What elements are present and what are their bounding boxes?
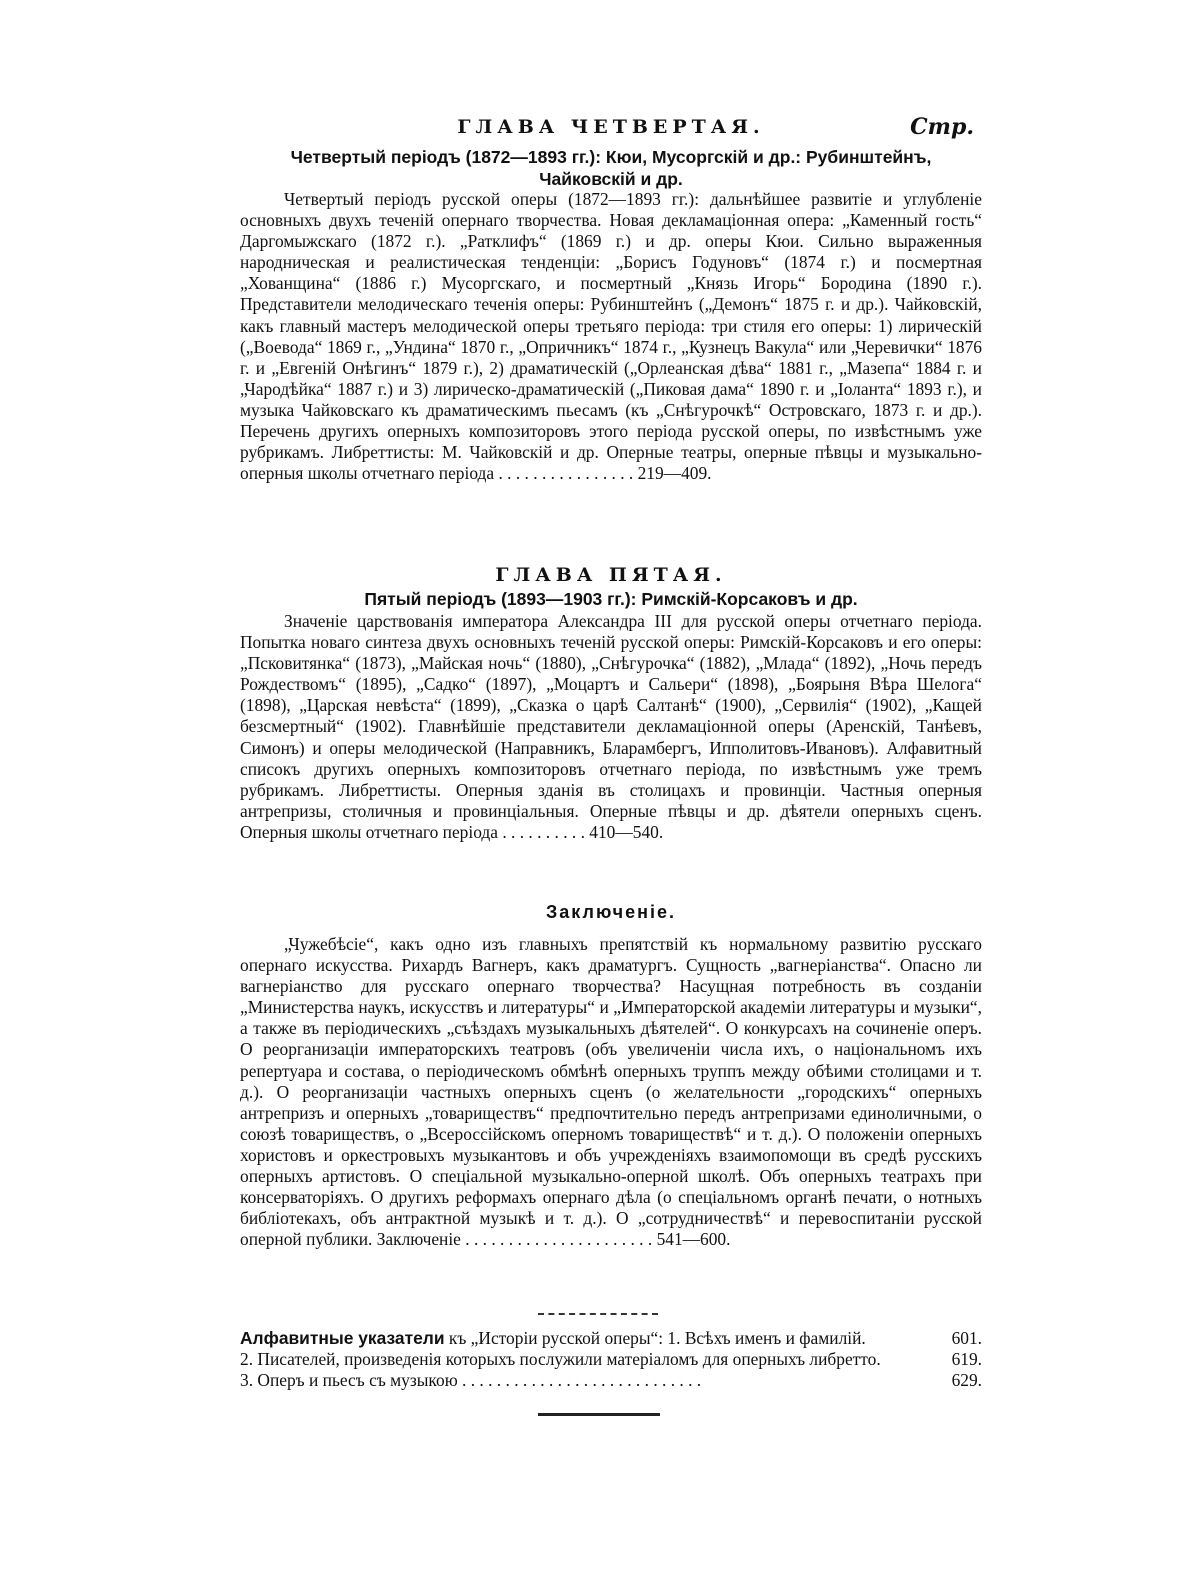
chapter4-body: Четвертый періодъ русской оперы (1872—1893 гг.): дальнѣйшее развитіе и углубленіе основныхъ двухъ теченій опернаго творчества. Новая декламаціонная опера: „Каменный гость“ Даргомыжскаго (1872 г.). „Ратклифъ“ (1869 г.) и др. оперы Кюи. Сильно выраженныя народническая и реалистическая тенденціи: „Борисъ Годуновъ“ (1874 г.) и посмертная „Хованщина“ (1886 г.) Мусоргскаго, и посмертный „Князь Игорь“ Бородина (1890 г.). Представители мелодическаго теченія оперы: Рубинштейнъ („Демонъ“ 1875 г. и др.). Чайковскій, какъ главный мастеръ мелодической оперы третьяго періода: три стиля его оперы: 1) лирическій („Воевода“ 1869 г., „Ундина“ 1870 г., „Опричникъ“ 1874 г., „Кузнецъ Вакула“ или „Черевички“ 1876 г. и „Евгеній Онѣгинъ“ 1879 г.), 2) драматическій („Орлеанская дѣва“ 1881 г., „Мазепа“ 1884 г. и „Чародѣйка“ 1887 г.) и 3) лирическо-драматическій („Пиковая дама“ 1890 г. и „Іоланта“ 1893 г.), и музыка Чайковскаго къ драматическимъ пьесамъ (къ „Снѣгурочкѣ“ Островскаго, 1873 г. и др.). Перечень другихъ оперныхъ композиторовъ этого періода русской оперы, по извѣстнымъ уже рубрикамъ. Либреттисты: М. Чайковскій и др. Оперные театры, оперные пѣвцы и музыкально-оперныя школы отчетнаго періода [240, 189, 982, 484]
conclusion-title: Заключеніе. [546, 902, 676, 922]
conclusion-summary [240, 934, 982, 1250]
chapter5-summary [240, 611, 982, 843]
index-line-2-text: 2. Писателей, произведенія которыхъ послужили матеріаломъ для оперныхъ либретто. [240, 1349, 881, 1369]
page-column-label: Стр. [910, 114, 974, 140]
index-line-2-page: 619. [951, 1349, 982, 1369]
index-line-3-text: 3. Оперъ и пьесъ съ музыкою . . . . . . . . . . . . . . . . . . . . . . . . . . . . [240, 1370, 702, 1390]
chapter4-page-range: . . . . . . . . . . . . . . . . 219—409. [498, 463, 712, 484]
end-rule [538, 1413, 660, 1416]
index-lead: Алфавитные указатели [240, 1328, 445, 1348]
conclusion-page-range: . . . . . . . . . . . . . . . . . . . . . . 541—600. [465, 1229, 731, 1250]
index-line-3-page: 629. [951, 1370, 982, 1390]
index-line-2 [240, 1349, 982, 1370]
chapter5-page-range: . . . . . . . . . . 410—540. [502, 821, 664, 842]
conclusion-header [240, 902, 982, 923]
index-line-3 [240, 1370, 982, 1391]
chapter5-title: ГЛАВА ПЯТАЯ. [495, 564, 727, 586]
index-line-1-page: 601. [951, 1328, 982, 1348]
chapter4-subtitle: Четвертый періодъ (1872—1893 гг.): Кюи, Мусоргскій и др.: Рубинштейнъ, Чайковскій и др. [290, 147, 932, 189]
alphabetical-indexes [240, 1328, 982, 1391]
chapter4-subtitle-block [240, 146, 982, 190]
index-line-1-text: къ „Исторіи русской оперы“: 1. Всѣхъ именъ и фамилій. [448, 1328, 866, 1348]
chapter5-subtitle: Пятый періодъ (1893—1903 гг.): Римскій-Корсаковъ и др. [364, 589, 858, 609]
section-divider [538, 1313, 658, 1315]
chapter5-header [240, 564, 982, 586]
chapter5-subtitle-block [240, 588, 982, 610]
chapter4-header [240, 116, 982, 148]
chapter4-summary [240, 189, 982, 484]
index-line-1 [240, 1328, 982, 1349]
chapter4-title: ГЛАВА ЧЕТВЕРТАЯ. [457, 116, 765, 138]
conclusion-body: „Чужебѣсіе“, какъ одно изъ главныхъ препятствій къ нормальному развитію русскаго опернаго искусства. Рихардъ Вагнеръ, какъ драматургъ. Сущность „вагнеріанства“. Опасно ли вагнеріанство для русскаго опернаго творчества? Насущная потребность въ созданіи „Министерства наукъ, искусствъ и литературы“ и „Императорской академіи литературы и музыки“, а также въ періодическихъ „съѣздахъ музыкальныхъ дѣятелей“. О конкурсахъ на сочиненіе оперъ. О реорганизаціи императорскихъ театровъ (объ увеличеніи числа ихъ, о національномъ ихъ репертуара и состава, о періодическомъ обмѣнѣ оперныхъ труппъ между обѣими столицами и т. д.). О реорганизаціи частныхъ оперныхъ сценъ (о желательности „городскихъ“ оперныхъ антрепризъ и оперныхъ „товариществъ“ предпочтительно передъ антрепризами единоличными, о союзѣ товариществъ, о „Всероссійскомъ оперномъ товариществѣ“ и т. д.). О положеніи оперныхъ хористовъ и оркестровыхъ музыкантовъ и объ учрежденіяхъ взаимопомощи въ средѣ русскихъ оперныхъ артистовъ. О спеціальной музыкально-оперной школѣ. Объ оперныхъ театрахъ при консерваторіяхъ. О другихъ реформахъ опернаго дѣла (о спеціальномъ органѣ печати, о нотныхъ библіотекахъ, объ антрактной музыкѣ и т. д.). О „сотрудничествѣ“ и перевоспитаніи русской оперной публики. Заключеніе [240, 934, 982, 1250]
chapter5-body: Значеніе царствованія императора Александра III для русской оперы отчетнаго періода. Попытка новаго синтеза двухъ основныхъ теченій русской оперы: Римскій-Корсаковъ и его оперы: „Псковитянка“ (1873), „Майская ночь“ (1880), „Снѣгурочка“ (1882), „Млада“ (1892), „Ночь передъ Рождествомъ“ (1895), „Садко“ (1897), „Моцартъ и Сальери“ (1898), „Боярыня Вѣра Шелога“ (1898), „Царская невѣста“ (1899), „Сказка о царѣ Салтанѣ“ (1900), „Сервилія“ (1902), „Кащей безсмертный“ (1902). Главнѣйшіе представители декламаціонной оперы (Аренскій, Танѣевъ, Симонъ) и оперы мелодической (Направникъ, Бларамбергъ, Ипполитовъ-Ивановъ). Алфавитный списокъ другихъ оперныхъ композиторовъ отчетнаго періода, по извѣстнымъ уже тремъ рубрикамъ. Либреттисты. Оперныя зданія въ столицахъ и провинціи. Частныя оперныя антрепризы, столичныя и провинціальныя. Оперные пѣвцы и др. дѣятели оперныхъ сценъ. Оперныя школы отчетнаго періода [240, 611, 982, 842]
